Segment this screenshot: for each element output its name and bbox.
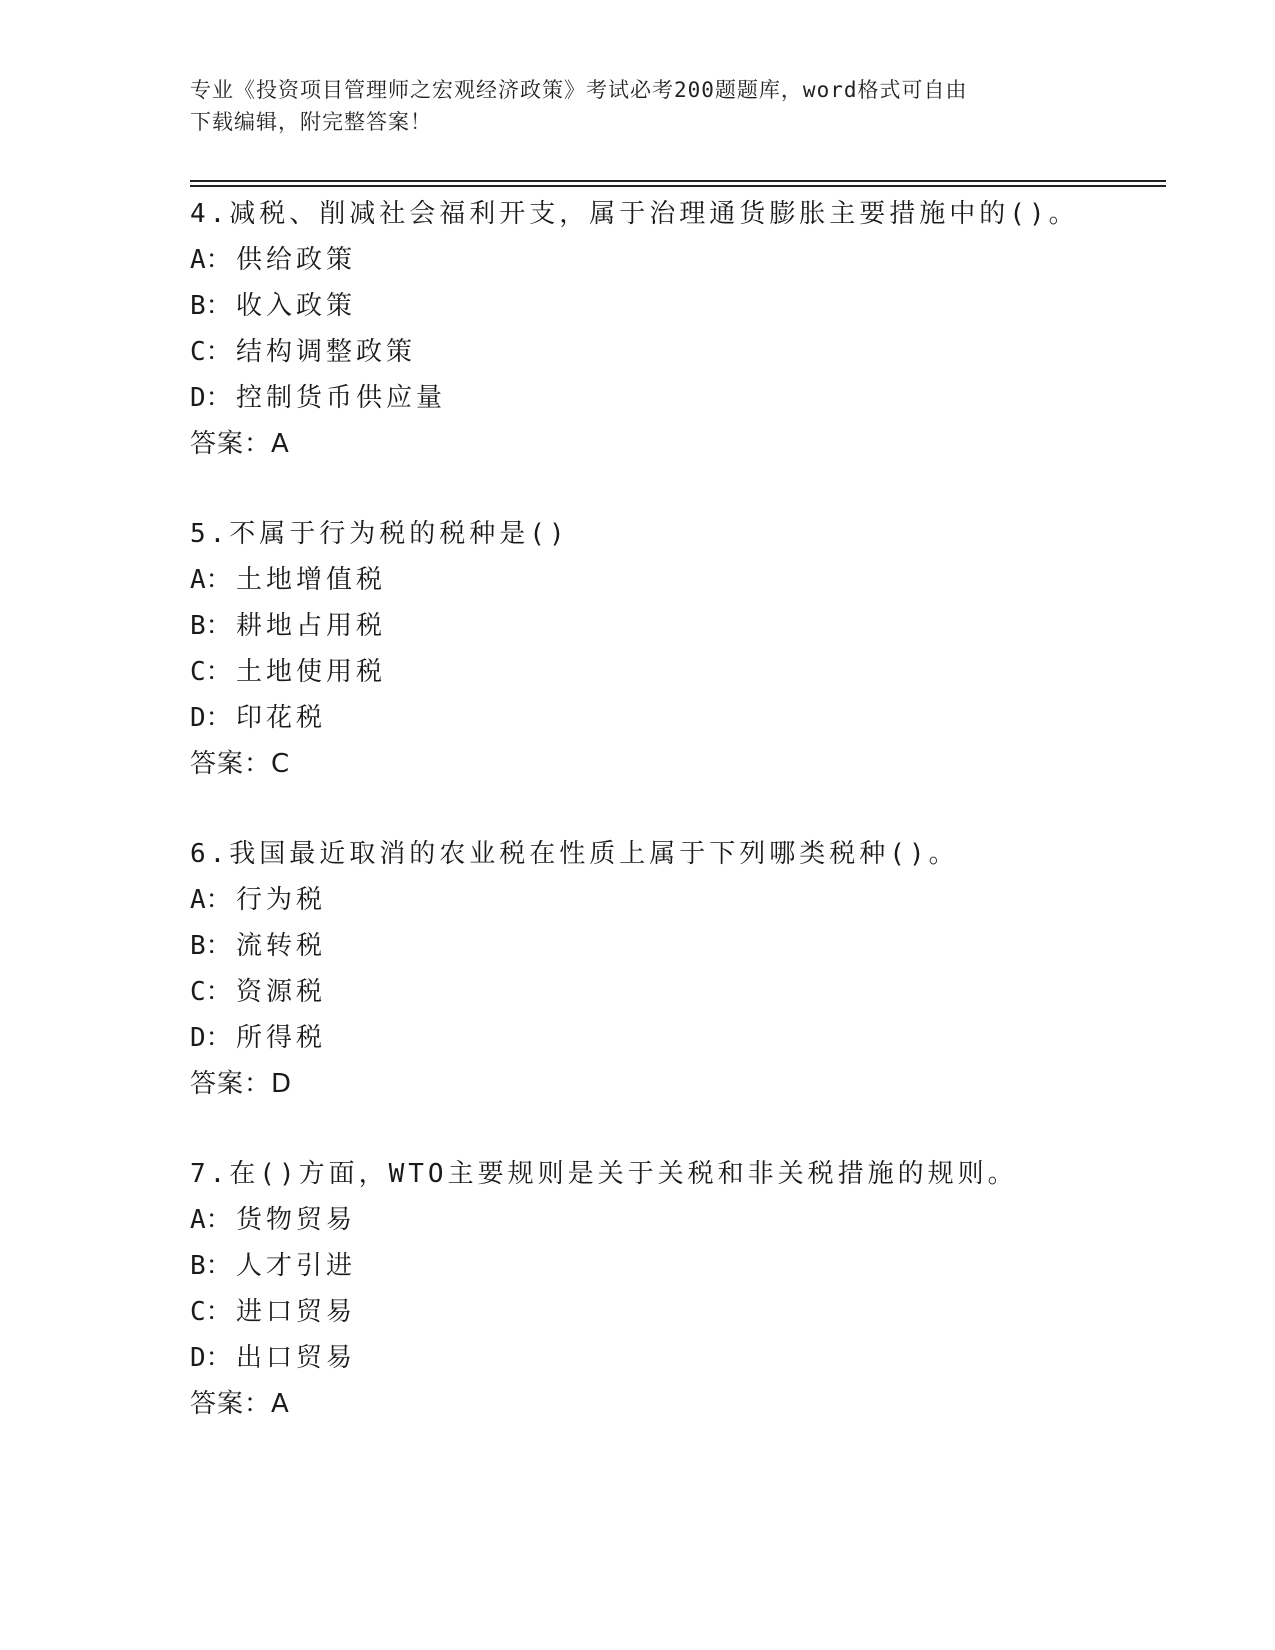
option-d [190,695,1166,741]
answer-line: 答案：D [190,1069,293,1099]
option-letter: D： [190,383,232,413]
header-line-1: 专业《投资项目管理师之宏观经济政策》考试必考200题题库，word格式可自由 [190,78,968,102]
option-letter: D： [190,703,232,733]
question-stem: 5.不属于行为税的税种是() [190,519,569,549]
question-4 [190,191,1166,467]
option-a [190,877,1166,923]
option-letter: A： [190,565,232,595]
answer-line: 答案：C [190,749,291,779]
option-text: 土地增值税 [236,565,387,595]
answer-line: 答案：A [190,429,290,459]
option-text: 结构调整政策 [236,337,417,367]
document-header [190,74,1090,138]
question-stem: 4.减税、削减社会福利开支，属于治理通货膨胀主要措施中的()。 [190,199,1079,229]
option-a [190,1197,1166,1243]
option-d [190,1015,1166,1061]
option-text: 土地使用税 [236,657,387,687]
option-text: 资源税 [236,977,327,1007]
option-letter: C： [190,977,232,1007]
option-b [190,283,1166,329]
question-list [190,191,1166,1471]
answer-line: 答案：A [190,1389,290,1419]
option-a [190,557,1166,603]
option-letter: D： [190,1343,232,1373]
option-d [190,375,1166,421]
question-5 [190,511,1166,787]
option-b [190,1243,1166,1289]
option-letter: A： [190,1205,232,1235]
option-letter: D： [190,1023,232,1053]
option-text: 出口贸易 [236,1343,357,1373]
option-text: 流转税 [236,931,327,961]
header-divider-top [190,180,1166,182]
option-b [190,923,1166,969]
option-text: 控制货币供应量 [236,383,447,413]
option-text: 人才引进 [236,1251,357,1281]
option-c [190,649,1166,695]
question-7 [190,1151,1166,1427]
question-stem: 6.我国最近取消的农业税在性质上属于下列哪类税种()。 [190,839,959,869]
option-text: 所得税 [236,1023,327,1053]
header-line-2: 下载编辑，附完整答案！ [190,110,432,134]
question-stem: 7.在()方面，WTO主要规则是关于关税和非关税措施的规则。 [190,1159,1018,1189]
option-text: 耕地占用税 [236,611,387,641]
option-letter: C： [190,657,232,687]
option-text: 进口贸易 [236,1297,357,1327]
option-b [190,603,1166,649]
option-letter: B： [190,1251,232,1281]
question-6 [190,831,1166,1107]
option-letter: C： [190,1297,232,1327]
option-text: 收入政策 [236,291,357,321]
option-letter: B： [190,291,232,321]
option-letter: B： [190,931,232,961]
option-letter: C： [190,337,232,367]
option-letter: A： [190,885,232,915]
option-c [190,1289,1166,1335]
option-d [190,1335,1166,1381]
option-a [190,237,1166,283]
option-c [190,329,1166,375]
header-divider-bottom [190,185,1166,187]
option-text: 印花税 [236,703,327,733]
option-text: 供给政策 [236,245,357,275]
option-text: 行为税 [236,885,327,915]
option-letter: B： [190,611,232,641]
option-letter: A： [190,245,232,275]
option-c [190,969,1166,1015]
option-text: 货物贸易 [236,1205,357,1235]
